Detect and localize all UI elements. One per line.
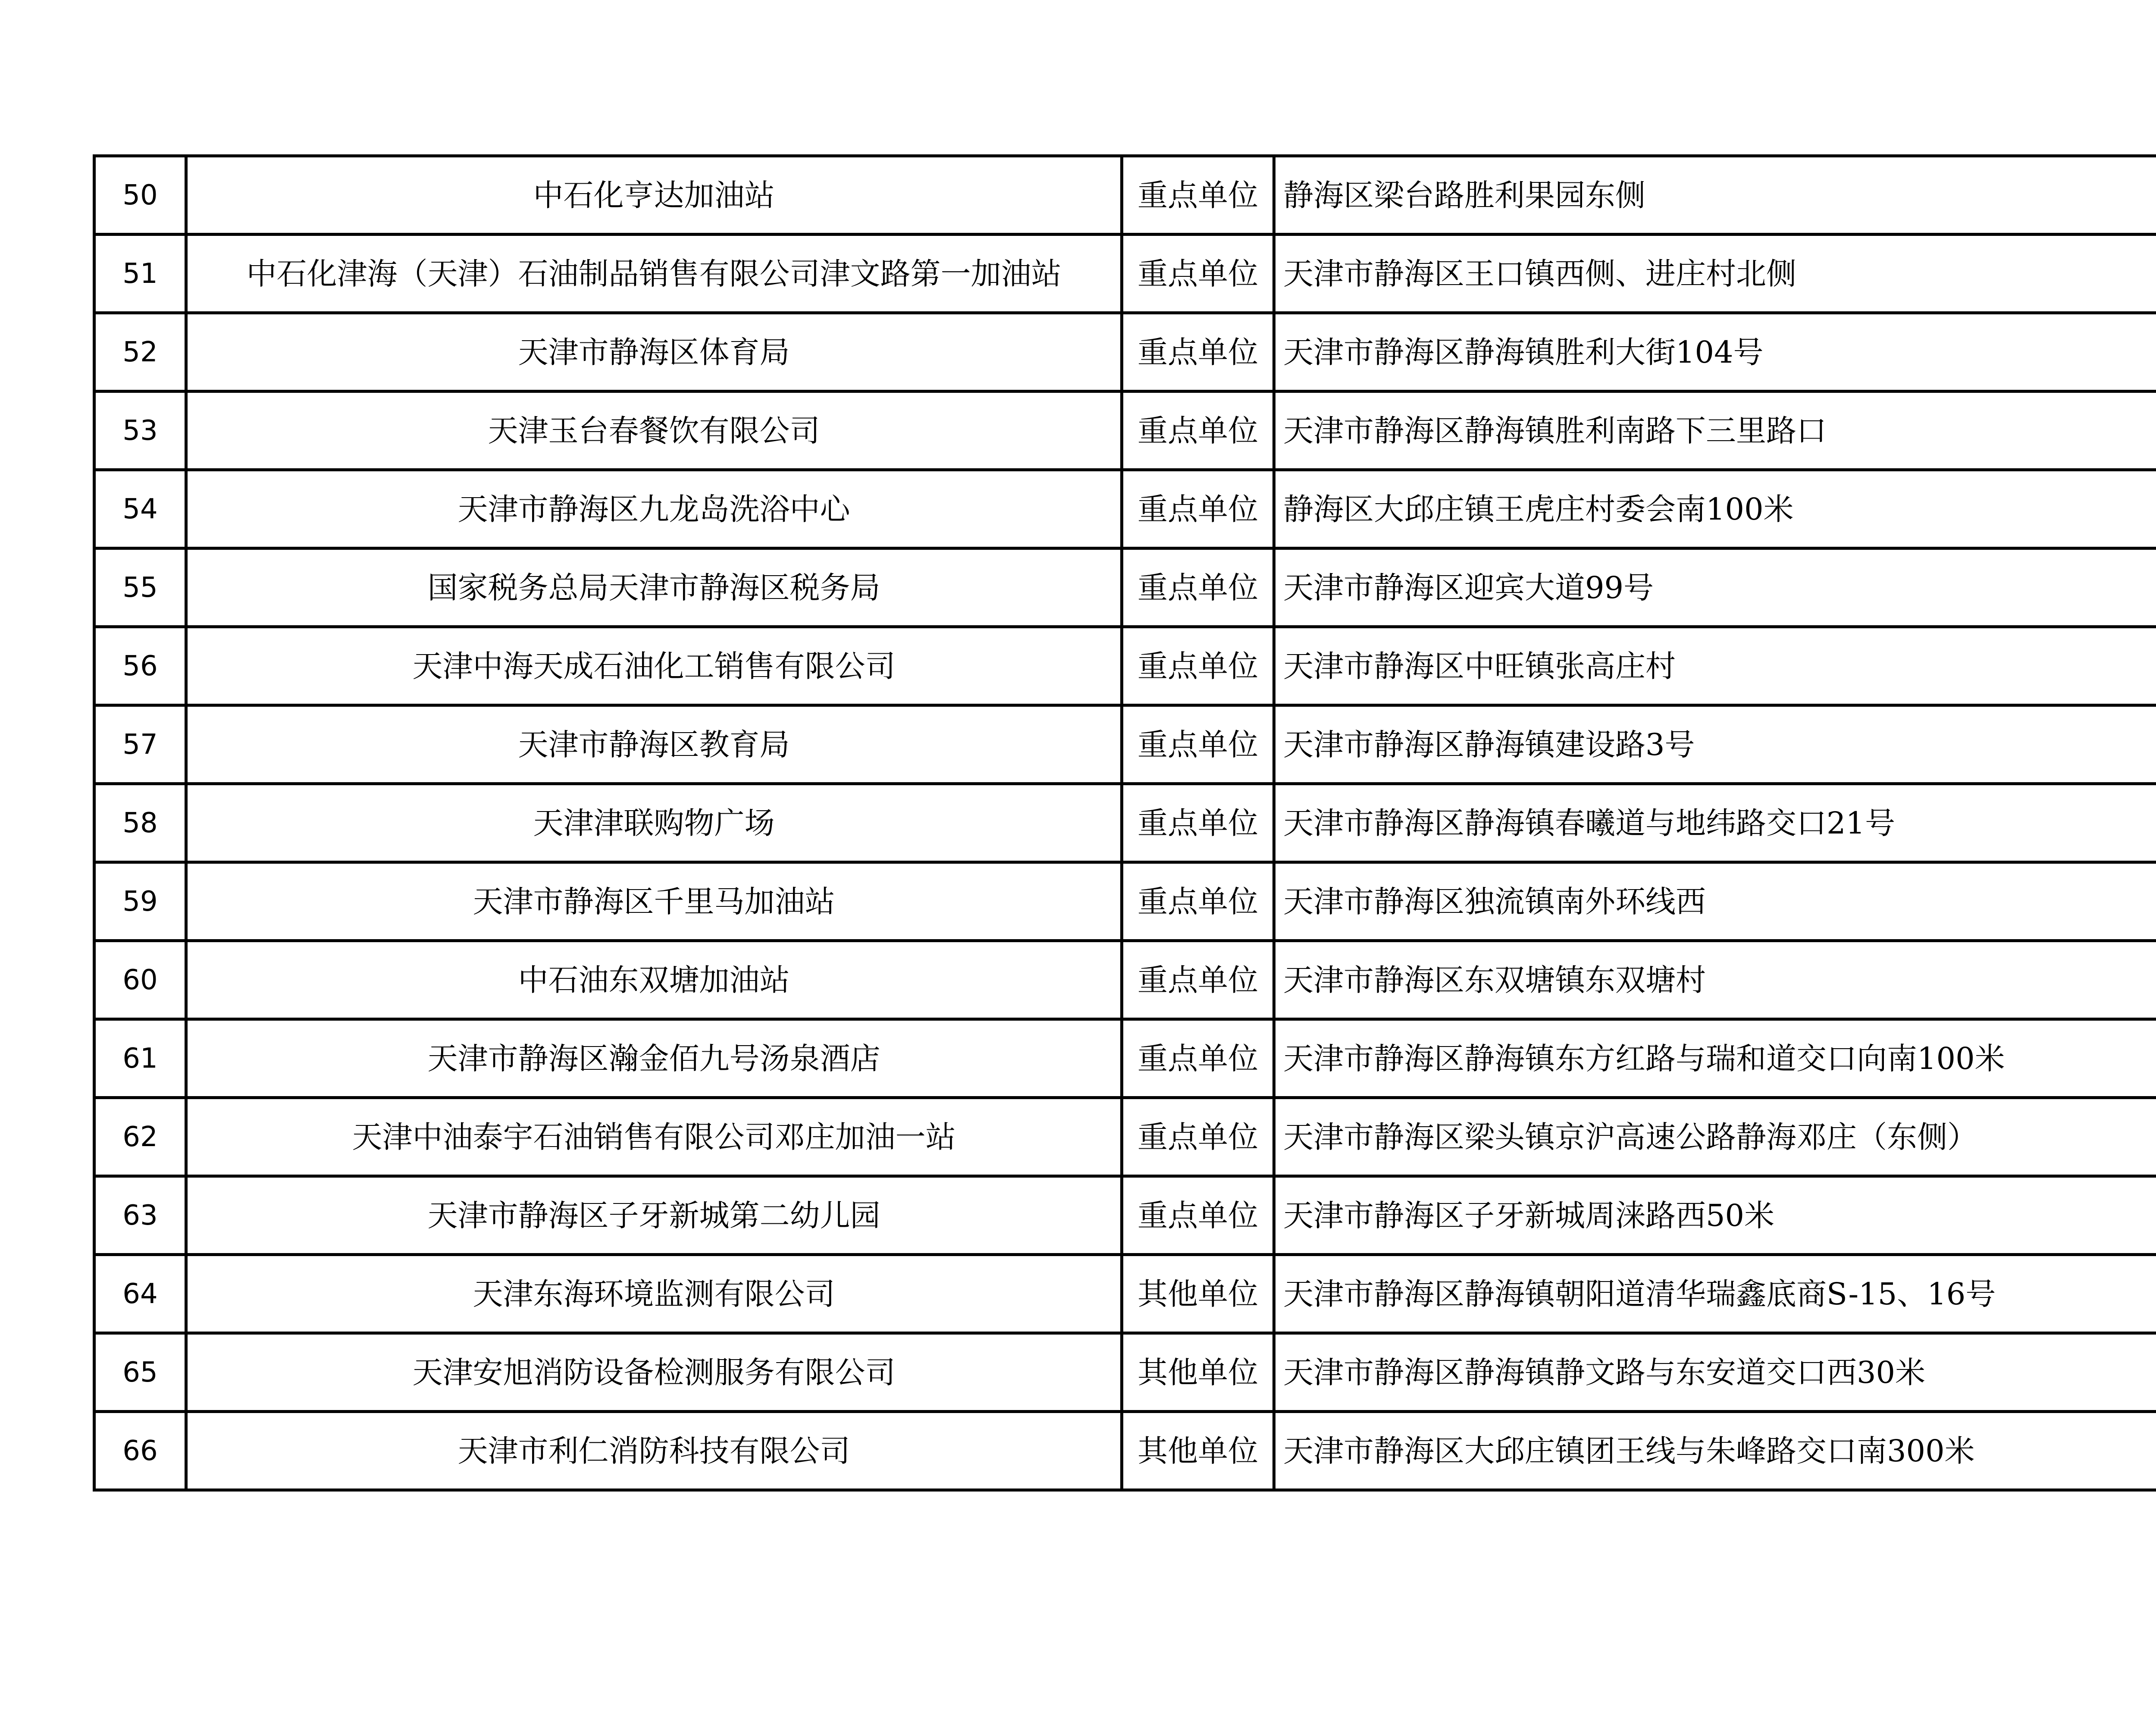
row-number: 54 bbox=[94, 470, 186, 548]
unit-address: 天津市静海区迎宾大道99号 bbox=[1274, 548, 2156, 627]
unit-address: 天津市静海区东双塘镇东双塘村 bbox=[1274, 941, 2156, 1019]
table-row bbox=[94, 1176, 2156, 1255]
unit-name: 国家税务总局天津市静海区税务局 bbox=[186, 548, 1122, 627]
unit-address: 天津市静海区梁头镇京沪高速公路静海邓庄（东侧） bbox=[1274, 1098, 2156, 1176]
row-number: 55 bbox=[94, 548, 186, 627]
row-number: 56 bbox=[94, 627, 186, 705]
table-row bbox=[94, 470, 2156, 548]
table-row bbox=[94, 235, 2156, 313]
row-number: 61 bbox=[94, 1019, 186, 1098]
row-number: 53 bbox=[94, 392, 186, 470]
unit-name: 天津安旭消防设备检测服务有限公司 bbox=[186, 1333, 1122, 1412]
unit-name: 中石化亨达加油站 bbox=[186, 156, 1122, 235]
unit-name: 天津中海天成石油化工销售有限公司 bbox=[186, 627, 1122, 705]
table-row bbox=[94, 862, 2156, 941]
unit-name: 天津中油泰宇石油销售有限公司邓庄加油一站 bbox=[186, 1098, 1122, 1176]
unit-type: 重点单位 bbox=[1122, 313, 1274, 392]
row-number: 65 bbox=[94, 1333, 186, 1412]
row-number: 51 bbox=[94, 235, 186, 313]
unit-type: 重点单位 bbox=[1122, 156, 1274, 235]
unit-name: 天津津联购物广场 bbox=[186, 784, 1122, 862]
table-row bbox=[94, 313, 2156, 392]
unit-address: 天津市静海区独流镇南外环线西 bbox=[1274, 862, 2156, 941]
unit-name: 天津市利仁消防科技有限公司 bbox=[186, 1412, 1122, 1490]
unit-type: 重点单位 bbox=[1122, 627, 1274, 705]
row-number: 57 bbox=[94, 705, 186, 784]
unit-type: 重点单位 bbox=[1122, 1019, 1274, 1098]
inspection-table bbox=[93, 154, 2156, 1492]
unit-name: 天津市静海区子牙新城第二幼儿园 bbox=[186, 1176, 1122, 1255]
row-number: 63 bbox=[94, 1176, 186, 1255]
unit-name: 天津市静海区教育局 bbox=[186, 705, 1122, 784]
table-row bbox=[94, 705, 2156, 784]
unit-type: 重点单位 bbox=[1122, 548, 1274, 627]
row-number: 60 bbox=[94, 941, 186, 1019]
unit-address: 天津市静海区子牙新城周涞路西50米 bbox=[1274, 1176, 2156, 1255]
row-number: 64 bbox=[94, 1255, 186, 1333]
unit-address: 静海区大邱庄镇王虎庄村委会南100米 bbox=[1274, 470, 2156, 548]
row-number: 62 bbox=[94, 1098, 186, 1176]
unit-type: 其他单位 bbox=[1122, 1412, 1274, 1490]
unit-address: 天津市静海区大邱庄镇团王线与朱峰路交口南300米 bbox=[1274, 1412, 2156, 1490]
unit-address: 天津市静海区静海镇胜利南路下三里路口 bbox=[1274, 392, 2156, 470]
table-row bbox=[94, 1098, 2156, 1176]
table-row bbox=[94, 548, 2156, 627]
table-body bbox=[94, 156, 2156, 1490]
unit-type: 重点单位 bbox=[1122, 941, 1274, 1019]
row-number: 66 bbox=[94, 1412, 186, 1490]
unit-type: 重点单位 bbox=[1122, 862, 1274, 941]
unit-type: 重点单位 bbox=[1122, 392, 1274, 470]
table-row bbox=[94, 941, 2156, 1019]
unit-type: 重点单位 bbox=[1122, 1176, 1274, 1255]
unit-address: 天津市静海区静海镇胜利大街104号 bbox=[1274, 313, 2156, 392]
row-number: 52 bbox=[94, 313, 186, 392]
table-row bbox=[94, 1019, 2156, 1098]
table-row bbox=[94, 784, 2156, 862]
table-row bbox=[94, 1333, 2156, 1412]
unit-name: 天津市静海区九龙岛洗浴中心 bbox=[186, 470, 1122, 548]
unit-type: 重点单位 bbox=[1122, 470, 1274, 548]
unit-name: 天津市静海区瀚金佰九号汤泉酒店 bbox=[186, 1019, 1122, 1098]
unit-name: 中石化津海（天津）石油制品销售有限公司津文路第一加油站 bbox=[186, 235, 1122, 313]
unit-address: 天津市静海区静海镇静文路与东安道交口西30米 bbox=[1274, 1333, 2156, 1412]
unit-address: 天津市静海区静海镇朝阳道清华瑞鑫底商S-15、16号 bbox=[1274, 1255, 2156, 1333]
unit-name: 天津市静海区千里马加油站 bbox=[186, 862, 1122, 941]
unit-name: 中石油东双塘加油站 bbox=[186, 941, 1122, 1019]
unit-type: 重点单位 bbox=[1122, 784, 1274, 862]
table-row bbox=[94, 627, 2156, 705]
table-row bbox=[94, 1255, 2156, 1333]
table-row bbox=[94, 156, 2156, 235]
unit-address: 天津市静海区静海镇建设路3号 bbox=[1274, 705, 2156, 784]
unit-type: 其他单位 bbox=[1122, 1333, 1274, 1412]
unit-address: 静海区梁台路胜利果园东侧 bbox=[1274, 156, 2156, 235]
unit-address: 天津市静海区王口镇西侧、进庄村北侧 bbox=[1274, 235, 2156, 313]
unit-name: 天津玉台春餐饮有限公司 bbox=[186, 392, 1122, 470]
unit-address: 天津市静海区静海镇春曦道与地纬路交口21号 bbox=[1274, 784, 2156, 862]
unit-type: 其他单位 bbox=[1122, 1255, 1274, 1333]
unit-type: 重点单位 bbox=[1122, 235, 1274, 313]
unit-type: 重点单位 bbox=[1122, 705, 1274, 784]
table-row bbox=[94, 392, 2156, 470]
unit-address: 天津市静海区中旺镇张高庄村 bbox=[1274, 627, 2156, 705]
unit-name: 天津市静海区体育局 bbox=[186, 313, 1122, 392]
unit-address: 天津市静海区静海镇东方红路与瑞和道交口向南100米 bbox=[1274, 1019, 2156, 1098]
row-number: 58 bbox=[94, 784, 186, 862]
row-number: 50 bbox=[94, 156, 186, 235]
table-row bbox=[94, 1412, 2156, 1490]
row-number: 59 bbox=[94, 862, 186, 941]
unit-type: 重点单位 bbox=[1122, 1098, 1274, 1176]
unit-name: 天津东海环境监测有限公司 bbox=[186, 1255, 1122, 1333]
